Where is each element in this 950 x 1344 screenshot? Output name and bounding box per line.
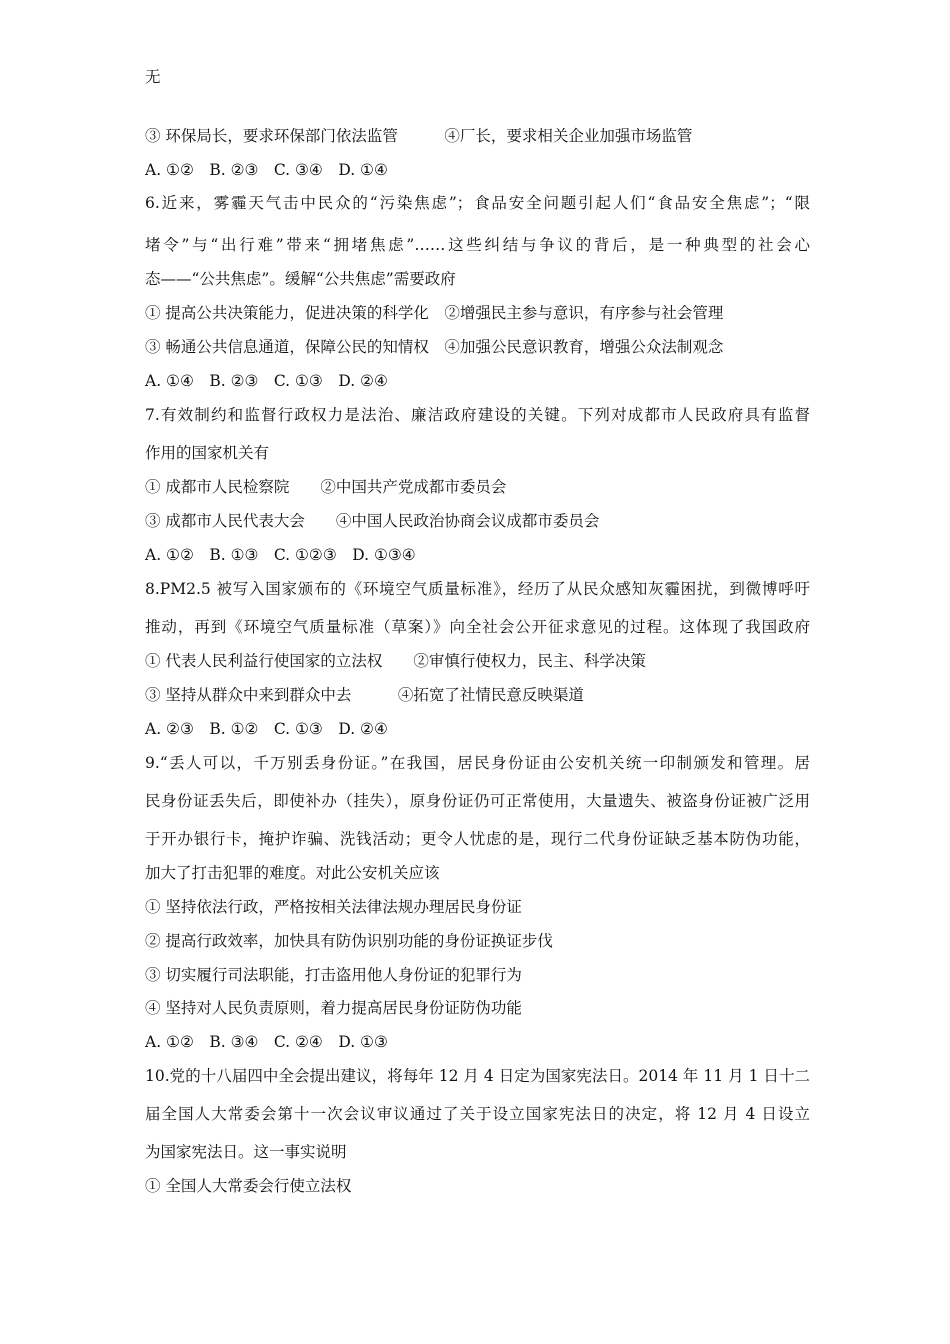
question-10-text: 10.党的十八届四中全会提出建议，将每年 12 月 4 日定为国家宪法日。2014 年 11 月 1 日十二 (145, 1067, 810, 1085)
question-10-option: ① 全国人大常委会行使立法权 (145, 1177, 352, 1195)
question-9-text: 加大了打击犯罪的难度。对此公安机关应该 (145, 864, 440, 882)
answer-options: A. ①② B. ③④ C. ②④ D. ①③ (145, 1033, 388, 1051)
question-6-text: 态——“公共焦虑”。缓解“公共焦虑”需要政府 (145, 270, 456, 288)
question-7-option: ③ 成都市人民代表大会 ④中国人民政治协商会议成都市委员会 (145, 512, 600, 530)
question-9-text: 民身份证丢失后，即使补办（挂失），原身份证仍可正常使用，大量遗失、被盗身份证被广泛用 (145, 792, 810, 810)
question-8-option: ③ 坚持从群众中来到群众中去 ④拓宽了社情民意反映渠道 (145, 686, 584, 704)
question-8-option: ① 代表人民利益行使国家的立法权 ②审慎行使权力，民主、科学决策 (145, 652, 646, 670)
answer-options: A. ①④ B. ②③ C. ①③ D. ②④ (145, 372, 388, 390)
answer-options: A. ②③ B. ①② C. ①③ D. ②④ (145, 720, 388, 738)
question-8-text: 推动，再到《环境空气质量标准（草案）》向全社会公开征求意见的过程。这体现了我国政府 (145, 618, 810, 636)
question-9-option: ④ 坚持对人民负责原则，着力提高居民身份证防伪功能 (145, 999, 522, 1017)
question-9-option: ② 提高行政效率，加快具有防伪识别功能的身份证换证步伐 (145, 932, 553, 950)
question-10-text: 为国家宪法日。这一事实说明 (145, 1143, 347, 1161)
question-7-option: ① 成都市人民检察院 ②中国共产党成都市委员会 (145, 478, 507, 496)
text-line: 无 (145, 68, 161, 86)
text-line: ③ 环保局长，要求环保部门依法监管 ④厂长，要求相关企业加强市场监管 (145, 127, 693, 145)
question-10-text: 届全国人大常委会第十一次会议审议通过了关于设立国家宪法日的决定，将 12 月 4 日设立 (145, 1105, 810, 1123)
question-9-option: ③ 切实履行司法职能，打击盗用他人身份证的犯罪行为 (145, 966, 522, 984)
question-6-text: 堵令”与“出行难”带来“拥堵焦虑”……这些纠结与争议的背后，是一种典型的社会心 (145, 236, 810, 254)
question-9-option: ① 坚持依法行政，严格按相关法律法规办理居民身份证 (145, 898, 522, 916)
question-9-text: 9.“丢人可以，千万别丢身份证。”在我国，居民身份证由公安机关统一印制颁发和管理。居 (145, 754, 810, 772)
question-6-option: ① 提高公共决策能力，促进决策的科学化 ②增强民主参与意识，有序参与社会管理 (145, 304, 724, 322)
question-6-text: 6.近来，雾霾天气击中民众的“污染焦虑”；食品安全问题引起人们“食品安全焦虑”；“限 (145, 194, 810, 212)
question-9-text: 于开办银行卡，掩护诈骗、洗钱活动；更令人忧虑的是，现行二代身份证缺乏基本防伪功能， (145, 830, 810, 848)
question-6-option: ③ 畅通公共信息通道，保障公民的知情权 ④加强公民意识教育，增强公众法制观念 (145, 338, 724, 356)
answer-options: A. ①② B. ①③ C. ①②③ D. ①③④ (145, 546, 416, 564)
question-7-text: 作用的国家机关有 (145, 444, 270, 462)
question-8-text: 8.PM2.5 被写入国家颁布的《环境空气质量标准》，经历了从民众感知灰霾困扰，到微博呼吁 (145, 580, 810, 598)
question-7-text: 7.有效制约和监督行政权力是法治、廉洁政府建设的关键。下列对成都市人民政府具有监督 (145, 406, 810, 424)
answer-options: A. ①② B. ②③ C. ③④ D. ①④ (145, 161, 388, 179)
